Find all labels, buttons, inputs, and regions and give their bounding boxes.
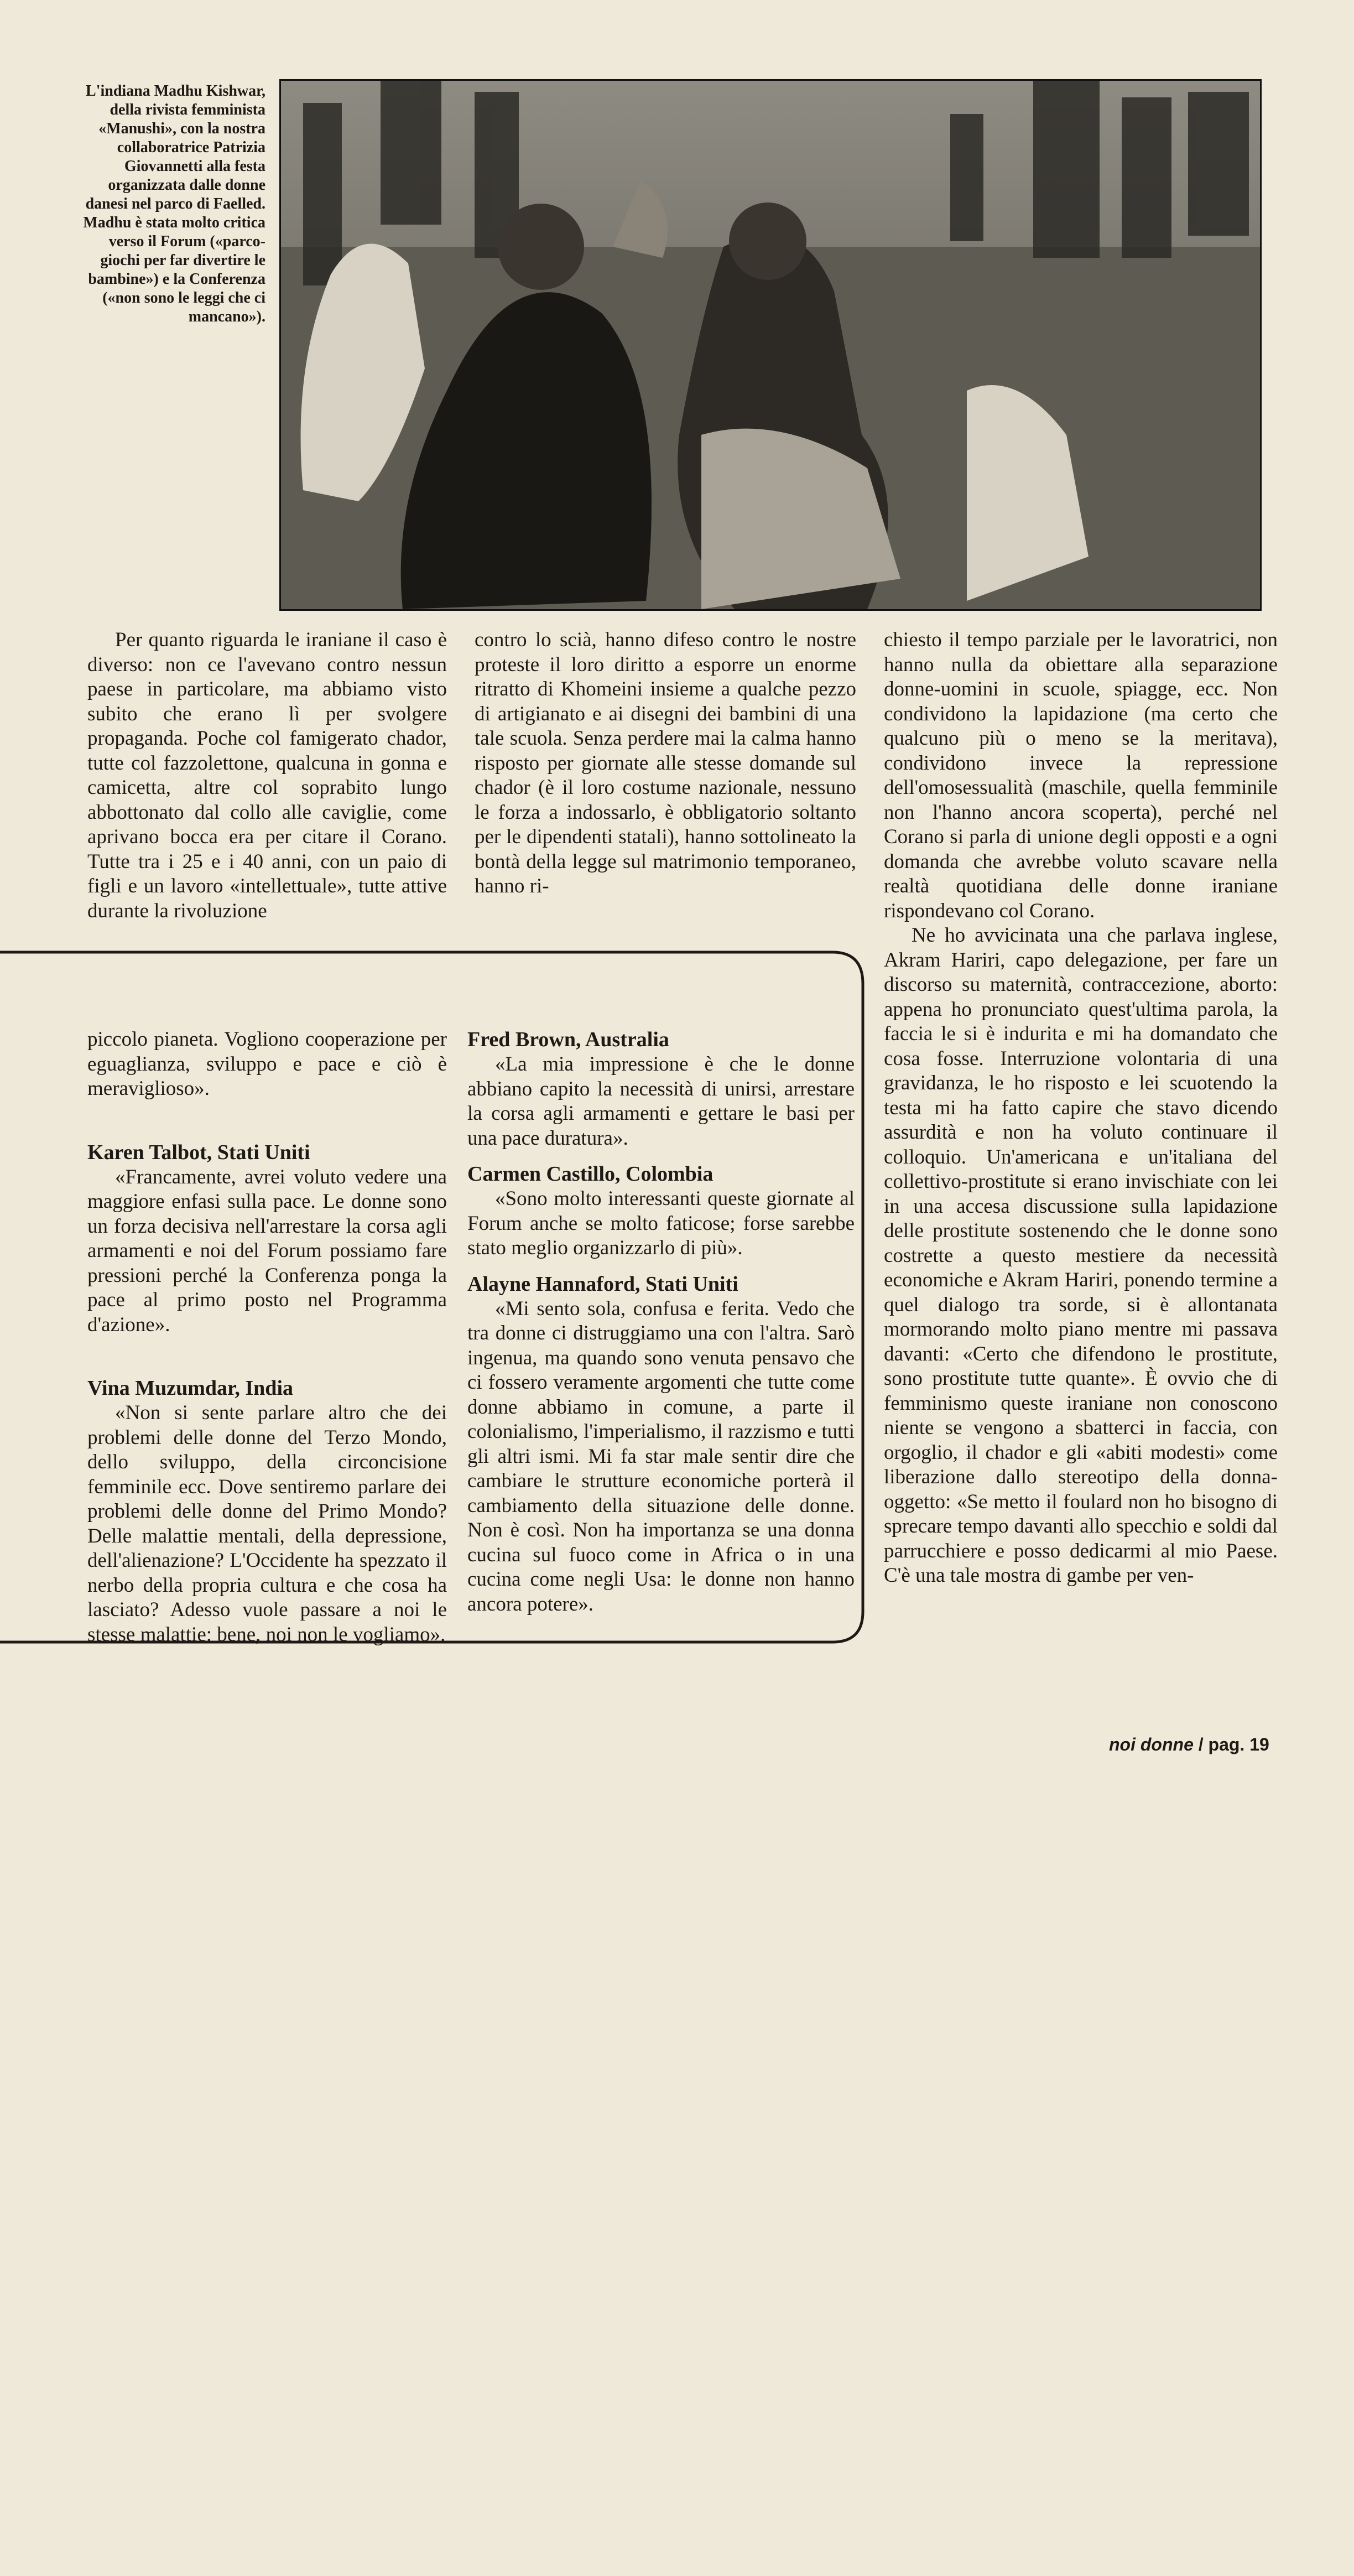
article-column-2 [475, 628, 856, 899]
page-number: pag. 19 [1208, 1734, 1269, 1754]
quote-author: Vina Muzumdar, India [87, 1377, 294, 1400]
quote-author: Alayne Hannaford, Stati Uniti [467, 1272, 738, 1296]
quote-text: «Sono molto interessanti queste giornate al Forum anche se molto faticose; forse sarebbe stato meglio organizzarlo di più». [467, 1187, 855, 1259]
article-column-1 [87, 628, 447, 923]
quote-author: Carmen Castillo, Colombia [467, 1162, 714, 1186]
article-paragraph: contro lo scià, hanno difeso contro le nostre proteste il loro diritto a esporre un enorme ritratto di Khomeini insieme a qualche pezzo di artigianato e ai disegni dei bambini di una tale scuola. Senza perdere mai la calma hanno risposto per giornate alle stesse domande sul chador (è il loro costume nazionale, nessuno le forza a indossarlo, è obbligatorio soltanto per le dipendenti statali), hanno sottolineato la bontà della legge sul matrimonio temporaneo, hanno ri- [475, 629, 856, 897]
quote-text: «La mia impressione è che le donne abbiano capito la necessità di unirsi, arrestare la corsa agli armamenti e gettare le basi per una pace duratura». [467, 1053, 855, 1150]
footer-separator: / [1198, 1734, 1204, 1754]
quote-author: Karen Talbot, Stati Uniti [87, 1140, 310, 1164]
box-column-1 [87, 1027, 447, 1647]
quote-text: «Francamente, avrei voluto vedere una maggiore enfasi sulla pace. Le donne sono un forza decisiva nell'arrestare la corsa agli armamenti e noi del Forum possiamo fare pressioni perché la Conferenza ponga la pace al primo posto nel Programma d'azione». [87, 1165, 447, 1336]
photo-icon [281, 81, 1260, 609]
box-column-2 [467, 1027, 855, 1617]
quote-text: «Mi sento sola, confusa e ferita. Vedo che tra donne ci distruggiamo una con l'altra. Sarò ingenua, ma quando sono venuta pensavo che ci fossero veramente argomenti che tutte come donne abbiamo in comune, a parte il colonialismo, l'imperialismo, il razzismo e tutti gli altri ismi. Mi fa star male sentir dire che cambiare le strutture economiche porterà il cambiamento della situazione delle donne. Non è così. Non ha importanza se una donna cucina sul fuoco come in Africa o in una cucina come negli Usa: le donne non hanno ancora potere». [467, 1297, 855, 1616]
photo [279, 79, 1262, 611]
article-paragraph: Per quanto riguarda le iraniane il caso è diverso: non ce l'avevano contro nessun paese in particolare, ma abbiamo visto subito che erano lì per svolgere propaganda. Poche col famigerato chador, tutte col fazzolettone, qualcuna in gonna e camicetta, altre col soprabito lungo abbottonato dal collo alle caviglie, come aprivano bocca era per citare il Corano. Tutte tra i 25 e i 40 anni, con un paio di figli e un lavoro «intellettuale», tutte attive durante la rivoluzione [87, 629, 447, 922]
quote-text: «Non si sente parlare altro che dei problemi delle donne del Terzo Mondo, dello sviluppo, della circoncisione femminile ecc. Dove sentiremo parlare dei problemi delle donne del Primo Mondo? Delle malattie mentali, della depressione, dell'alienazione? L'Occidente ha spezzato il nerbo della propria cultura e che cosa ha lasciato? Adesso vuole passare a noi le stesse malattie: bene, noi non le vogliamo». [87, 1401, 447, 1646]
photo-caption: L'indiana Madhu Kishwar, della rivista femminista «Manushi», con la nostra collaboratrice Patrizia Giovannetti alla festa organizzata dalle donne danesi nel parco di Faelled. Madhu è stata molto critica verso il Forum («parco-giochi per far divertire le bambine») e la Conferenza («non sono le leggi che ci mancano»). [83, 82, 265, 325]
quote-author: Fred Brown, Australia [467, 1028, 669, 1051]
box-intro: piccolo pianeta. Vogliono cooperazione per eguaglianza, sviluppo e pace e ciò è meraviglioso». [87, 1028, 447, 1100]
page-footer [1109, 1734, 1269, 1755]
article-column-3 [884, 628, 1278, 1588]
article-paragraph: chiesto il tempo parziale per le lavoratrici, non hanno nulla da obiettare alla separazione donne-uomini in scuole, spiagge, ecc. Non condividono la lapidazione (ma certo che qualcuno più o meno se la meritava), condividono invece la repressione dell'omosessualità (maschile, quella femminile non l'hanno ancora scoperta), perché nel Corano si parla di unione degli opposti e a ogni domanda che avrebbe voluto scavare nella realtà quotidiana delle donne iraniane rispondevano col Corano. [884, 629, 1278, 922]
magazine-name: noi donne [1109, 1734, 1194, 1754]
article-paragraph: Ne ho avvicinata una che parlava inglese, Akram Hariri, capo delegazione, per fare un discorso su maternità, contraccezione, aborto: appena ho pronunciato quest'ultima parola, la faccia le si è indurita e mi ha domandato che cosa fosse. Interruzione volontaria di una gravidanza, le ho risposto e lei scuotendo la testa mi ha fatto capire che stavo dicendo assurdità e non ha voluto continuare il colloquio. Un'americana e un'italiana del collettivo-prostitute si erano invischiate con lei in una accesa discussione sulla lapidazione delle prostitute sostenendo che le donne sono costrette a questo mestiere da necessità economiche e Akram Hariri, ponendo termine a quel dialogo tra sorde, si è allontanata mormorando molto piano mentre mi passava davanti: «Certo che difendono le prostitute, sono prostitute tutte quante». È ovvio che di femminismo queste iraniane non conoscono niente se vengono a sbatterci in faccia, con orgoglio, il chador e gli «abiti modesti» come liberazione dallo stereotipo della donna-oggetto: «Se metto il foulard non ho bisogno di sprecare tempo davanti allo specchio e soldi dal parrucchiere e posso dedicarmi al mio Paese. C'è una tale mostra di gambe per ven- [884, 924, 1278, 1587]
